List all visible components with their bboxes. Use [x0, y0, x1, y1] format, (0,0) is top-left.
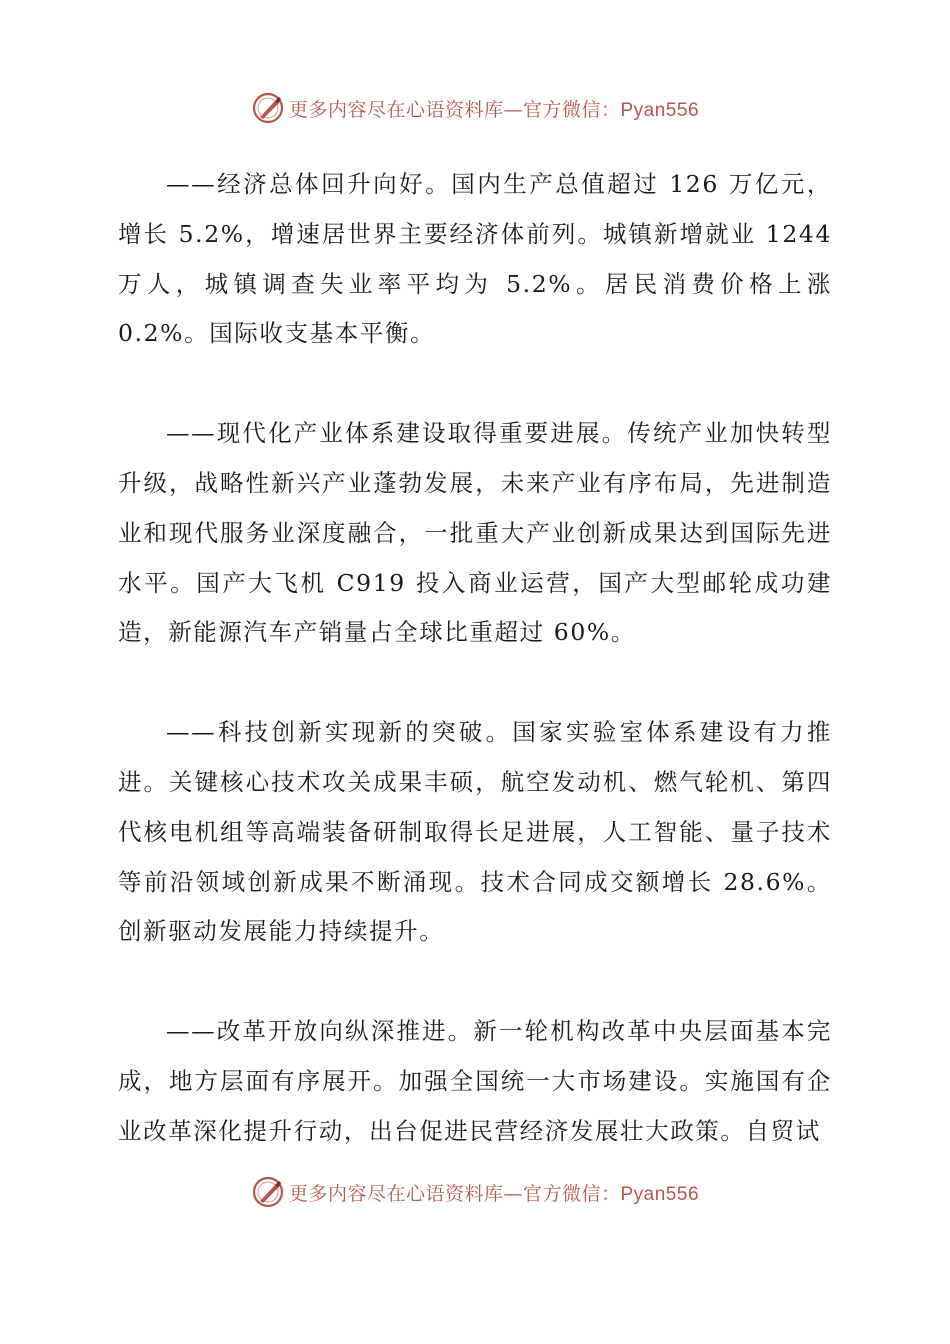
footer-watermark — [0, 1172, 950, 1212]
paragraph-technology: ——科技创新实现新的突破。国家实验室体系建设有力推进。关键核心技术攻关成果丰硕，航空发动机、燃气轮机、第四代核电机组等高端装备研制取得长足进展，人工智能、量子技术等前沿领域创新成果不断涌现。技术合同成交额增长 28.6%。创新驱动发展能力持续提升。 — [118, 718, 832, 946]
paragraph-economy: ——经济总体回升向好。国内生产总值超过 126 万亿元，增长 5.2%，增速居世界主要经济体前列。城镇新增就业 1244 万人，城镇调查失业率平均为 5.2%。居民消费价格上涨 0.2%。国际收支基本平衡。 — [118, 170, 832, 348]
header-watermark — [0, 88, 950, 128]
pen-nib-logo-icon — [251, 91, 285, 125]
paragraph-industry: ——现代化产业体系建设取得重要进展。传统产业加快转型升级，战略性新兴产业蓬勃发展，未来产业有序布局，先进制造业和现代服务业深度融合，一批重大产业创新成果达到国际先进水平。国产大飞机 C919 投入商业运营，国产大型邮轮成功建造，新能源汽车产销量占全球比重超过 60%。 — [118, 419, 832, 647]
watermark-text: 更多内容尽在心语资料库—官方微信：Pyan556 — [288, 1182, 700, 1205]
pen-nib-logo-icon — [251, 1175, 285, 1209]
document-body — [118, 160, 832, 1207]
watermark-text: 更多内容尽在心语资料库—官方微信：Pyan556 — [288, 98, 700, 121]
paragraph-reform: ——改革开放向纵深推进。新一轮机构改革中央层面基本完成，地方层面有序展开。加强全国统一大市场建设。实施国有企业改革深化提升行动，出台促进民营经济发展壮大政策。自贸试 — [118, 1017, 832, 1145]
